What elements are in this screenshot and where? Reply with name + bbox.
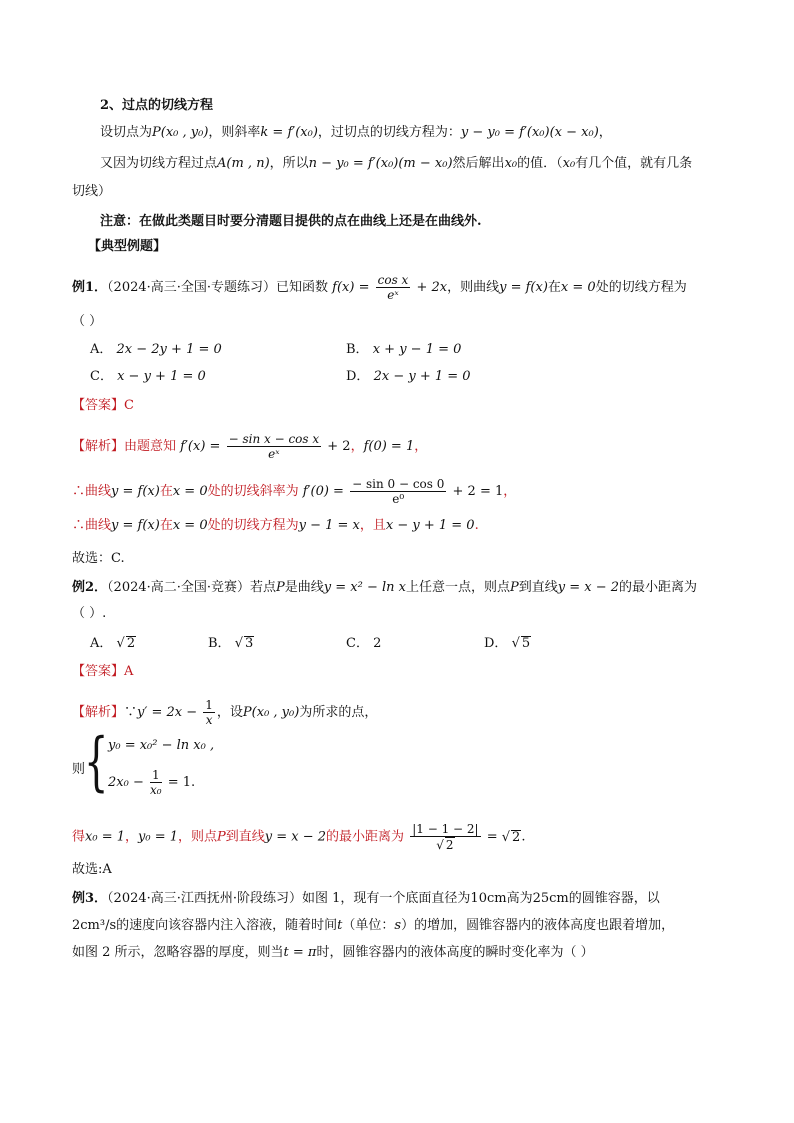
example-2-choose: 故选:A (72, 862, 112, 877)
example-2-option-d: D． √ 5 (484, 636, 531, 651)
example-1-option-d: D． 2x − y + 1 = 0 (346, 369, 471, 384)
example-2-stem: 例2．（2024·高二·全国·竞赛）若点P是曲线y = x² − ln x上任意一点，则点P到直线y = x − 2的最小距离为 (72, 580, 698, 595)
example-1-option-c: C． x − y + 1 = 0 (90, 369, 206, 384)
typical-examples-heading: 【典型例题】 (88, 239, 167, 254)
example-1-answer: 【答案】C (72, 398, 134, 413)
example-1-choose: 故选：C. (72, 551, 125, 566)
example-1-analysis-3: ∴曲线y = f(x)在x = 0处的切线方程为y − 1 = x，且x − y + 1 = 0. (72, 518, 479, 533)
example-2-option-b: B． √ 3 (208, 636, 254, 651)
example-2-option-c: C． 2 (346, 636, 382, 651)
example-1-analysis-2: ∴曲线y = f(x)在x = 0处的切线斜率为 f′(0) = $\frac{- \sin 0 - \cos 0}{\text{e⁰}}$ + 2 = 1， (72, 477, 517, 506)
example-2-then: 则 (72, 762, 86, 777)
system-brace: { (84, 725, 109, 799)
example-1-option-a: A． 2x − 2y + 1 = 0 (90, 342, 222, 357)
example-1-option-b: B． x + y − 1 = 0 (346, 342, 462, 357)
example-2-analysis-1: 【解析】∵y′ = 2x − $\frac{1}{x}$ ，设P(x₀ , y₀)为所求的点， (72, 698, 378, 727)
example-1-analysis-1: 【解析】由题意知 f′(x) = $\frac{\text{− sin x − cos x}}{\text{eˣ}}$ + 2，f(0) = 1， (72, 432, 428, 461)
example-2-paren: （ ）. (72, 606, 107, 621)
example-2-result: 得x₀ = 1，y₀ = 1，则点P到直线y = x − 2的最小距离为 $\frac{|1 - 1 - 2|}{√ 2}$ = √ 2. (72, 822, 526, 852)
section-line-1: 设切点为P(x₀ , y₀)，则斜率k = f′(x₀)，过切点的切线方程为：y − y₀ = f′(x₀)(x − x₀)， (100, 125, 612, 140)
section-line-3: 切线） (72, 184, 112, 199)
section-line-2: 又因为切线方程过点A(m , n)，所以n − y₀ = f′(x₀)(m − x₀)然后解出x₀的值．（x₀有几个值，就有几条 (100, 156, 693, 171)
example-1-stem: 例1．（2024·高三·全国·专题练习）已知函数 f(x) = $\frac{\text{cos x}}{\text{eˣ}}$ + 2x，则曲线y = f(x)在x = 0处的切线方程为 (72, 273, 687, 302)
example-2-system-eq-1: y₀ = x₀² − ln x₀ , (108, 738, 215, 753)
note: 注意：在做此类题目时要分清题目提供的点在曲线上还是在曲线外. (100, 214, 482, 229)
example-3-line-2: 2cm³/s的速度向该容器内注入溶液，随着时间t（单位：s）的增加，圆锥容器内的液体高度也跟着增加， (72, 918, 675, 933)
example-2-system-eq-2: 2x₀ − $\frac{1}{\text{x₀}}$ = 1. (108, 768, 196, 797)
section-heading: 2、过点的切线方程 (100, 98, 214, 113)
example-3-line-1: 例3．（2024·高三·江西抚州·阶段练习）如图 1，现有一个底面直径为10cm高为25cm的圆锥容器，以 (72, 891, 660, 906)
example-1-paren: （ ） (72, 314, 103, 329)
example-2-answer: 【答案】A (72, 664, 134, 679)
example-2-option-a: A． √ 2 (90, 636, 136, 651)
example-3-line-3: 如图 2 所示，忽略容器的厚度，则当t = π时，圆锥容器内的液体高度的瞬时变化率为（ ） (72, 945, 594, 960)
